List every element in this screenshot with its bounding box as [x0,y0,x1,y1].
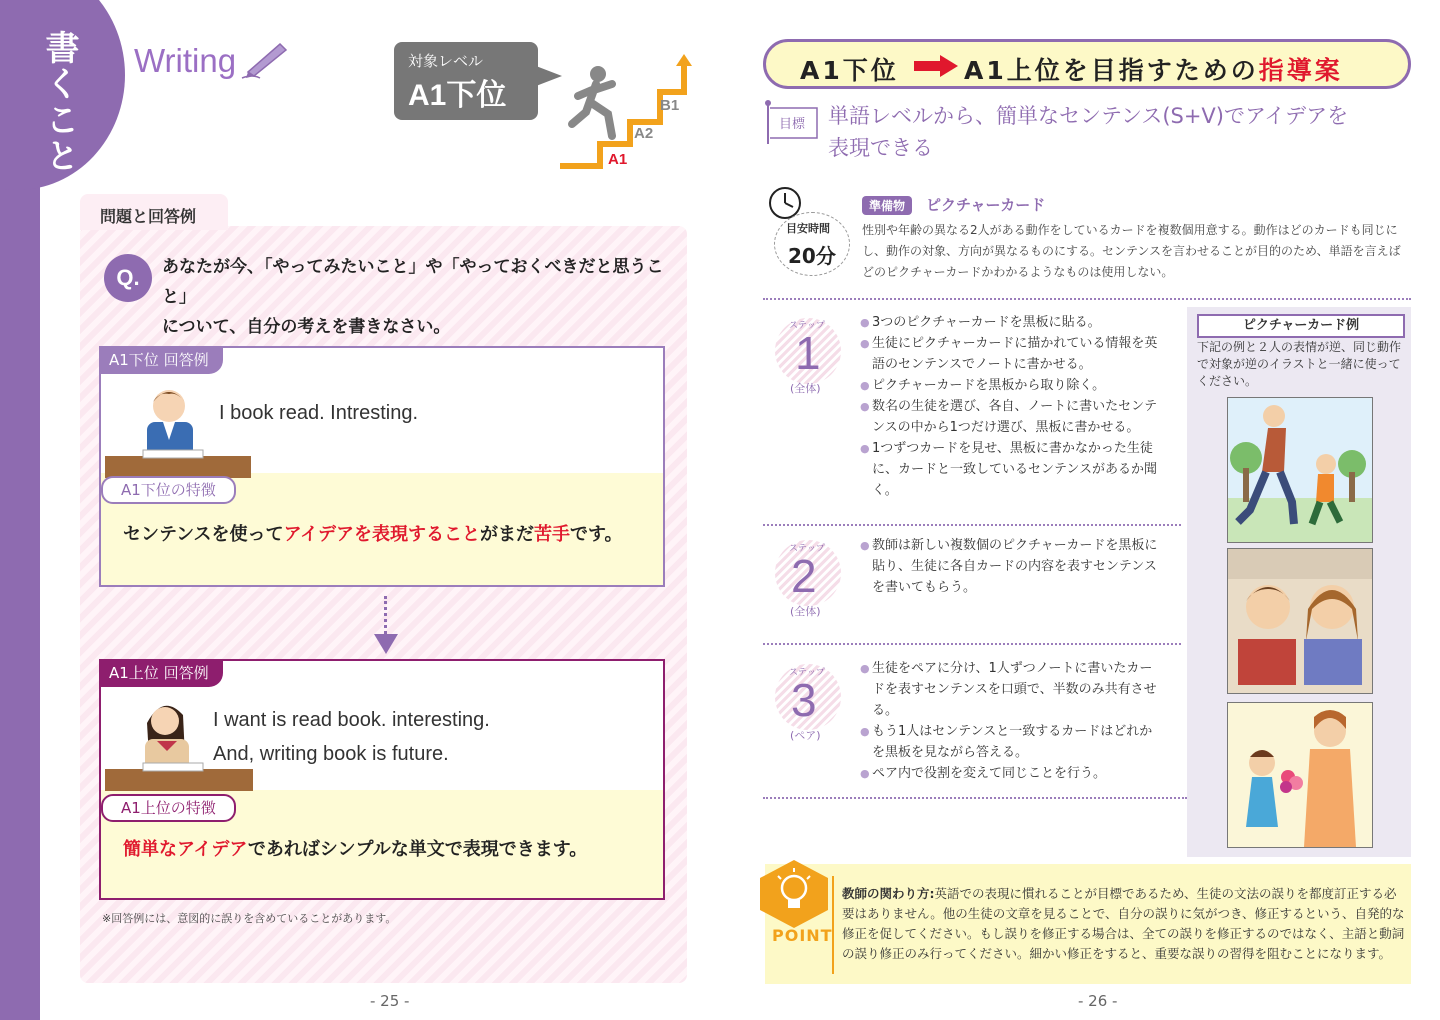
list-item: ● もう1人はセンテンスと一致するカードはどれかを黒板を見ながら答える。 [860,721,1160,763]
question-line-1: あなたが今、「やってみたいこと」や「やっておくべきだと思うこと」 [162,257,664,307]
feature-part-emphasis: 苦手 [533,524,570,545]
feature-part: センテンスを使って [123,524,284,545]
question-badge: Q. [104,254,152,302]
point-divider [832,876,834,974]
divider [763,797,1187,799]
goal-line-1: 単語レベルから、簡単なセンテンス(S+V)でアイデアを [828,104,1349,128]
divider [763,298,1411,300]
step-2-list [860,535,1160,598]
step-3-list [860,658,1160,784]
prep-title: ピクチャーカード [926,196,1046,214]
list-item: ● 生徒をペアに分け、1人ずつノートに書いたカードを表すセンテンスを口頭で、半数のみ共有させる。 [860,658,1160,721]
answer-line-1: I want is read book. interesting. [213,709,490,731]
pencil-icon [240,38,292,80]
picture-card-description: 下記の例と２人の表情が逆、同じ動作で対象が逆のイラストと一緒に使ってください。 [1197,340,1402,388]
arrow-right-icon [914,55,958,77]
question-text [162,252,672,342]
stair-label-a1: A1 [608,151,628,168]
list-item: ● ペア内で役割を変えて同じことを行う。 [860,763,1160,784]
target-level-box [394,42,538,120]
step-2-number: 2 [791,550,817,602]
qa-tab-label: 問題と回答例 [100,207,197,226]
title-from-level: A1下位 [800,56,899,85]
picture-card-title: ピクチャーカード例 [1197,314,1405,338]
answer-box-a1-low [99,346,665,587]
title-to-level [964,51,1343,87]
goal-flag-icon [765,100,821,144]
feature-part: がまだ [479,524,534,545]
qa-tab [80,194,228,230]
feature-part-emphasis: アイデアを表現すること [283,524,480,545]
goal-flag-label: 目標 [779,117,806,132]
picture-card-reading [1227,548,1373,694]
target-level-label: 対象レベル [408,52,484,70]
point-body: 英語での表現に慣れることが目標であるため、生徒の文法の誤りを都度訂正する必要はありません。他の生徒の文章を見ることで、自分の誤りに気がつき、修正するという、自発的な修正を促してください。もし誤りを修正する場合は、全ての誤りを修正するのではなく、主語と動詞の誤り修正のみ行ってください。細かい修正をすると、重要な誤りの習得を阻むことになります。 [842,886,1405,961]
feature-tag-a1-high: A1上位の特徴 [101,794,236,822]
time-value: 20分 [788,244,836,268]
student-boy-illustration [103,380,253,480]
step-2-tag: ステップ [789,544,825,554]
step-2-sub: (全体) [790,605,821,618]
question-line-2: について、自分の考えを書きなさい。 [162,317,451,337]
lesson-title-banner [763,39,1411,89]
divider [763,643,1181,645]
list-item: ● 数名の生徒を選び、各自、ノートに書いたセンテンスの中から1つだけ選び、黒板に書かせる。 [860,396,1160,438]
level-stairs-graphic [556,50,696,170]
feature-part: です。 [569,524,623,545]
picture-card-running [1227,397,1373,543]
prep-description: 性別や年齢の異なる2人がある動作をしているカードを複数個用意する。動作はどのカードも同じにし、動作の対象、方向が異なるものにする。センテンスを言わせることが目的のため、単語を言えばどのピクチャーカードかわかるようなものは使用しない。 [862,223,1401,279]
answer-label-a1-low: A1下位 回答例 [99,346,223,374]
goal-line-2: 表現できる [828,136,933,160]
feature-part-emphasis: 簡単なアイデア [123,839,248,860]
goal-text [828,100,1388,164]
point-text [842,884,1408,964]
writing-title: Writing [134,42,237,79]
step-1-sub: (全体) [790,382,821,395]
list-item: ● 3つのピクチャーカードを黒板に貼る。 [860,312,1160,333]
list-item: ● 生徒にピクチャーカードに描かれている情報を英語のセンテンスでノートに書かせる。 [860,333,1160,375]
page-number-right: - 26 - [1078,992,1118,1010]
answer-line-2: And, writing book is future. [213,743,449,765]
section-title-vertical: 書くこと [39,30,79,174]
picture-card-flowers [1227,702,1373,848]
divider [763,524,1181,526]
feature-text-a1-high [123,835,587,861]
feature-tag-a1-low: A1下位の特徴 [101,476,236,504]
page-number-left: - 25 - [370,992,410,1010]
step-1-number: 1 [795,327,821,379]
list-item: ● 1つずつカードを見せ、黒板に書かなかった生徒に、カードと一致しているセンテンスがあるか聞く。 [860,438,1160,501]
answer-text-a1-low: I book read. Intresting. [219,402,419,424]
answer-text-a1-high [213,703,490,771]
list-item: ● ピクチャーカードを黒板から取り除く。 [860,375,1160,396]
list-item: ● 教師は新しい複数個のピクチャーカードを黒板に貼り、生徒に各自カードの内容を表すセンテンスを書いてもらう。 [860,535,1160,598]
step-3-tag: ステップ [789,668,825,678]
step-1-tag: ステップ [789,321,825,331]
arrow-dotted-line [384,596,387,634]
step-3-sub: (ペア) [790,729,821,742]
lightbulb-icon [754,858,834,930]
stair-label-a2: A2 [634,125,654,142]
time-label: 目安時間 [786,222,830,235]
title-emphasis: 指導案 [1258,56,1343,85]
step-1-list [860,312,1160,501]
answer-label-a1-high: A1上位 回答例 [99,659,223,687]
feature-text-a1-low [123,520,623,546]
point-lead: 教師の関わり方: [842,886,935,901]
answer-box-a1-high [99,659,665,900]
arrow-down-icon [374,634,398,654]
prep-badge: 準備物 [862,196,912,215]
target-level-value: A1下位 [408,79,507,112]
feature-part: であればシンプルな単文で表現できます。 [247,839,588,860]
title-text: A1上位を目指すための [964,56,1259,85]
stair-label-b1: B1 [660,97,680,114]
footnote: ※回答例には、意図的に誤りを含めていることがあります。 [102,912,397,925]
step-3-number: 3 [791,674,817,726]
point-label: POINT [772,926,833,945]
